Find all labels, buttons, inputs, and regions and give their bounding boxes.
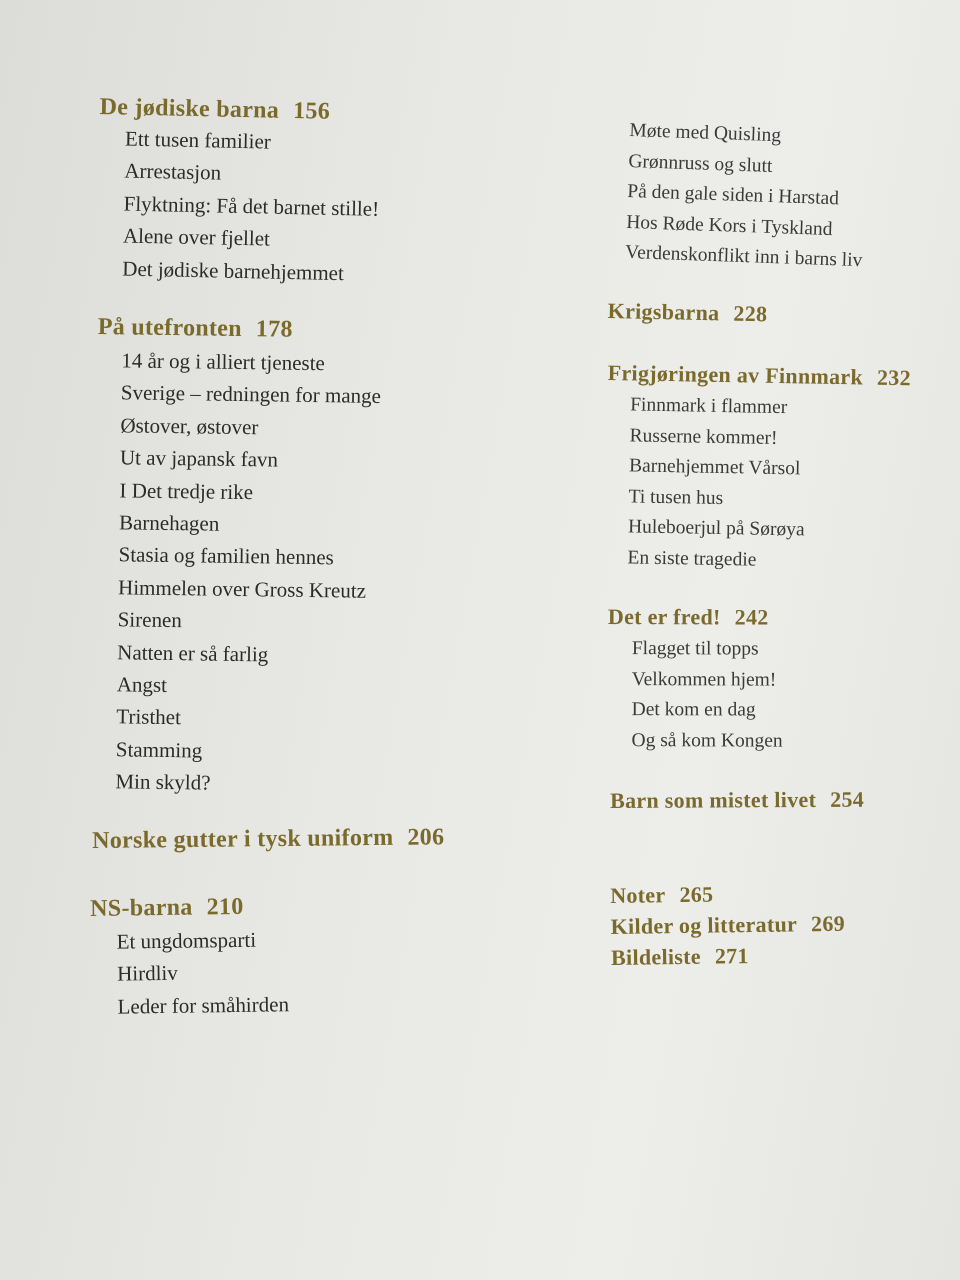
section-items bbox=[96, 122, 381, 290]
list-item: Angst bbox=[116, 672, 168, 698]
section-heading bbox=[98, 312, 382, 346]
section-page-number: 210 bbox=[206, 893, 244, 921]
toc-section-fred bbox=[607, 602, 783, 757]
list-item: Det jødiske barnehjemmet bbox=[122, 256, 345, 285]
section-items bbox=[91, 344, 381, 802]
section-heading bbox=[92, 822, 444, 856]
section-page-number: 265 bbox=[679, 881, 714, 908]
section-title: Det er fred! bbox=[607, 604, 721, 630]
section-page-number: 271 bbox=[714, 943, 749, 969]
list-item: Himmelen over Gross Kreutz bbox=[117, 575, 367, 603]
toc-section-jodiske-barna bbox=[96, 92, 381, 290]
section-title: Kilder og litteratur bbox=[610, 911, 798, 939]
toc-section-barn-som-mistet-livet bbox=[610, 785, 864, 816]
toc-continued-items bbox=[625, 116, 867, 277]
section-title: Barn som mistet livet bbox=[610, 786, 817, 813]
list-item: I Det tredje rike bbox=[119, 477, 254, 504]
toc-section-krigsbarna bbox=[607, 296, 767, 329]
toc-section-finnmark bbox=[604, 358, 911, 578]
toc-section-norske-gutter bbox=[92, 822, 444, 856]
section-page-number: 178 bbox=[255, 316, 293, 343]
list-item: Flyktning: Få det barnet stille! bbox=[123, 191, 380, 221]
list-item: Barnehagen bbox=[118, 510, 220, 536]
list-item: Og så kom Kongen bbox=[631, 729, 783, 752]
backmatter-kilder bbox=[610, 908, 845, 942]
list-item: Østover, østover bbox=[120, 413, 259, 440]
list-item: Ti tusen hus bbox=[628, 485, 724, 509]
list-item: En siste tragedie bbox=[627, 546, 757, 571]
section-page-number: 242 bbox=[734, 604, 769, 630]
section-title: NS-barna bbox=[90, 894, 193, 922]
section-heading bbox=[607, 358, 911, 393]
section-heading bbox=[610, 785, 864, 816]
section-heading bbox=[607, 296, 767, 329]
section-page-number: 269 bbox=[810, 910, 846, 937]
list-item: Det kom en dag bbox=[631, 699, 756, 721]
list-item: Barnehjemmet Vårsol bbox=[628, 455, 801, 480]
section-title: De jødiske barna bbox=[99, 93, 280, 124]
list-item: Alene over fjellet bbox=[122, 223, 271, 251]
list-item: Huleboerjul på Sørøya bbox=[627, 516, 805, 541]
list-item: Hos Røde Kors i Tyskland bbox=[625, 211, 833, 240]
list-item: Grønnruss og slutt bbox=[628, 150, 773, 177]
list-item: Leder for småhirden bbox=[117, 992, 290, 1019]
list-item: Min skyld? bbox=[115, 769, 211, 795]
section-heading bbox=[608, 602, 783, 633]
list-item: Hirdliv bbox=[116, 961, 178, 987]
section-heading bbox=[90, 891, 288, 924]
section-page-number: 156 bbox=[292, 98, 331, 125]
backmatter-noter bbox=[610, 877, 845, 911]
list-item: På den gale siden i Harstad bbox=[626, 180, 840, 210]
list-item: Ut av japansk favn bbox=[119, 445, 279, 472]
section-items bbox=[607, 634, 783, 757]
list-item: Finnmark i flammer bbox=[630, 394, 788, 419]
list-item: Arrestasjon bbox=[124, 158, 222, 185]
list-item: Stasia og familien hennes bbox=[118, 542, 334, 570]
toc-section-utefronten bbox=[91, 312, 382, 802]
list-item: Verdenskonflikt inn i barns liv bbox=[624, 241, 863, 272]
section-page-number: 232 bbox=[876, 364, 912, 391]
list-item: Ett tusen familier bbox=[124, 126, 272, 154]
toc-section-ns-barna bbox=[90, 891, 289, 1023]
list-item: Et ungdomsparti bbox=[116, 927, 257, 954]
section-title: Noter bbox=[610, 882, 666, 908]
list-item: Natten er så farlig bbox=[117, 639, 269, 667]
section-title: Krigsbarna bbox=[607, 297, 720, 326]
section-title: Frigjøringen av Finnmark bbox=[607, 359, 864, 390]
list-item: Velkommen hjem! bbox=[631, 668, 777, 691]
section-page-number: 206 bbox=[407, 824, 445, 851]
section-title: Norske gutter i tysk uniform bbox=[92, 824, 394, 854]
list-item: Tristhet bbox=[116, 704, 182, 730]
section-title: Bildeliste bbox=[610, 943, 702, 970]
toc-backmatter bbox=[610, 877, 846, 973]
section-page-number: 228 bbox=[733, 300, 768, 327]
section-title: På utefronten bbox=[97, 313, 243, 343]
list-item: 14 år og i alliert tjeneste bbox=[121, 348, 325, 376]
list-item: Stamming bbox=[115, 737, 203, 763]
section-items bbox=[604, 390, 910, 578]
section-items bbox=[90, 923, 289, 1023]
list-item: Flagget til topps bbox=[631, 638, 759, 660]
list-item: Sirenen bbox=[117, 607, 183, 633]
list-item: Sverige – redningen for mange bbox=[120, 380, 382, 409]
section-items bbox=[625, 116, 867, 277]
backmatter-bildeliste bbox=[611, 939, 846, 973]
list-item: Møte med Quisling bbox=[629, 119, 782, 147]
section-page-number: 254 bbox=[830, 786, 865, 812]
list-item: Russerne kommer! bbox=[629, 424, 778, 449]
